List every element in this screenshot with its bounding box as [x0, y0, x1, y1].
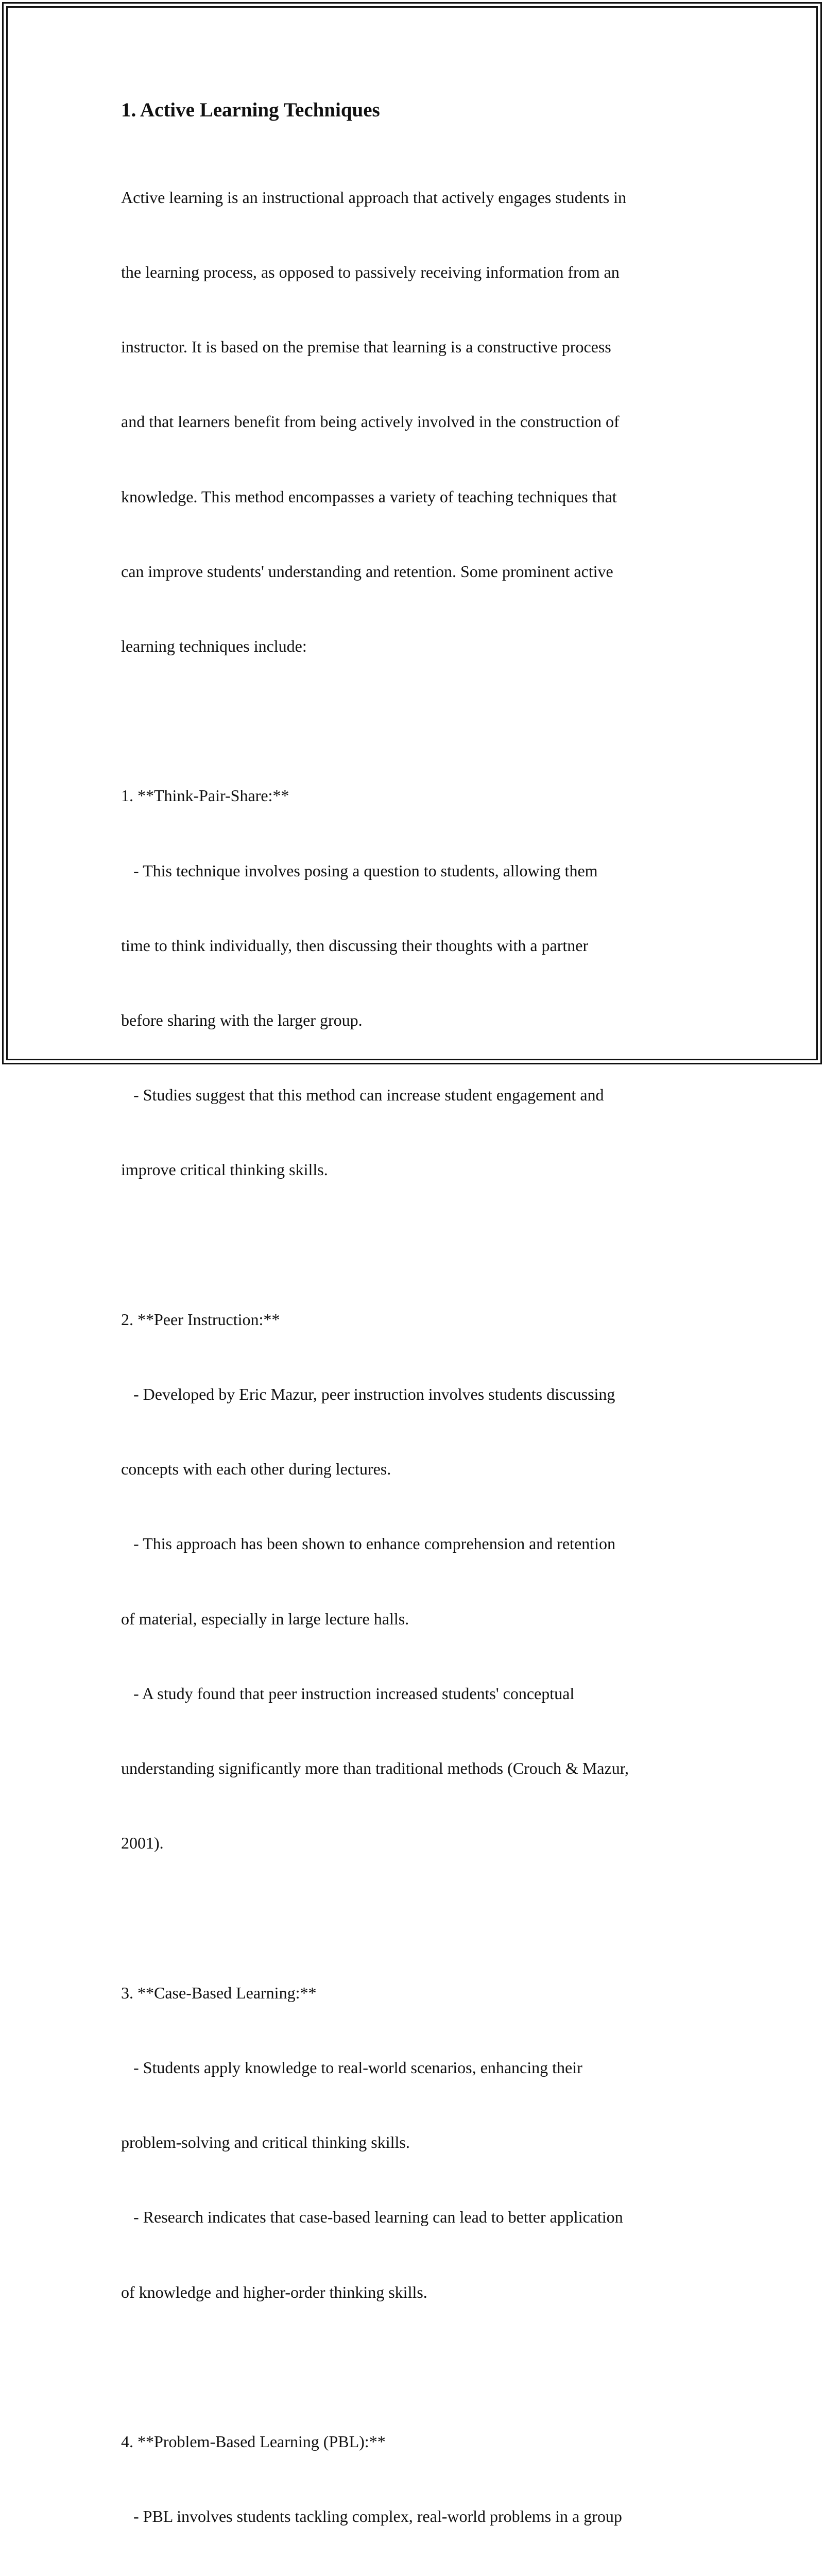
technique-heading: 2. **Peer Instruction:** — [121, 1310, 280, 1329]
intro-line: learning techniques include: — [121, 637, 307, 656]
technique-line: time to think individually, then discussing their thoughts with a partner — [121, 936, 589, 955]
technique-line: - Developed by Eric Mazur, peer instruction involves students discussing — [121, 1385, 615, 1404]
spacer — [121, 2354, 713, 2379]
technique-problem-based-learning — [121, 2379, 713, 2576]
technique-line: of material, especially in large lecture halls. — [121, 1609, 409, 1628]
technique-line: - This approach has been shown to enhance comprehension and retention — [121, 1534, 615, 1553]
technique-heading: 1. **Think-Pair-Share:** — [121, 786, 289, 805]
technique-peer-instruction — [121, 1257, 713, 1905]
section-title: 1. Active Learning Techniques — [121, 99, 380, 121]
technique-heading: 3. **Case-Based Learning:** — [121, 1983, 317, 2002]
technique-case-based-learning — [121, 1930, 713, 2354]
intro-line: and that learners benefit from being actively involved in the construction of — [121, 412, 620, 431]
technique-think-pair-share — [121, 734, 713, 1232]
spacer — [121, 1905, 713, 1930]
document-body — [121, 97, 713, 2576]
technique-line: - Research indicates that case-based learning can lead to better application — [121, 2208, 623, 2227]
technique-line: problem-solving and critical thinking skills. — [121, 2133, 410, 2152]
technique-line: understanding significantly more than traditional methods (Crouch & Mazur, — [121, 1759, 629, 1778]
technique-line: - Students apply knowledge to real-world scenarios, enhancing their — [121, 2058, 582, 2077]
technique-line: before sharing with the larger group. — [121, 1011, 363, 1030]
intro-line: can improve students' understanding and retention. Some prominent active — [121, 562, 613, 581]
intro-line: Active learning is an instructional approach that actively engages students in — [121, 188, 627, 207]
intro-paragraph — [121, 135, 713, 708]
technique-line: of knowledge and higher-order thinking skills. — [121, 2282, 427, 2301]
technique-line: - This technique involves posing a question to students, allowing them — [121, 861, 598, 880]
spacer — [121, 708, 713, 733]
technique-line: - PBL involves students tackling complex, real-world problems in a group — [121, 2507, 622, 2526]
technique-line: 2001). — [121, 1834, 164, 1853]
technique-line: improve critical thinking skills. — [121, 1160, 328, 1179]
intro-line: the learning process, as opposed to passively receiving information from an — [121, 263, 620, 282]
intro-line: instructor. It is based on the premise that learning is a constructive process — [121, 337, 611, 357]
spacer — [121, 1232, 713, 1257]
technique-heading: 4. **Problem-Based Learning (PBL):** — [121, 2432, 386, 2451]
technique-line: concepts with each other during lectures. — [121, 1460, 391, 1479]
technique-line: - Studies suggest that this method can increase student engagement and — [121, 1086, 604, 1105]
technique-line: - A study found that peer instruction increased students' conceptual — [121, 1684, 575, 1703]
intro-line: knowledge. This method encompasses a variety of teaching techniques that — [121, 487, 617, 506]
